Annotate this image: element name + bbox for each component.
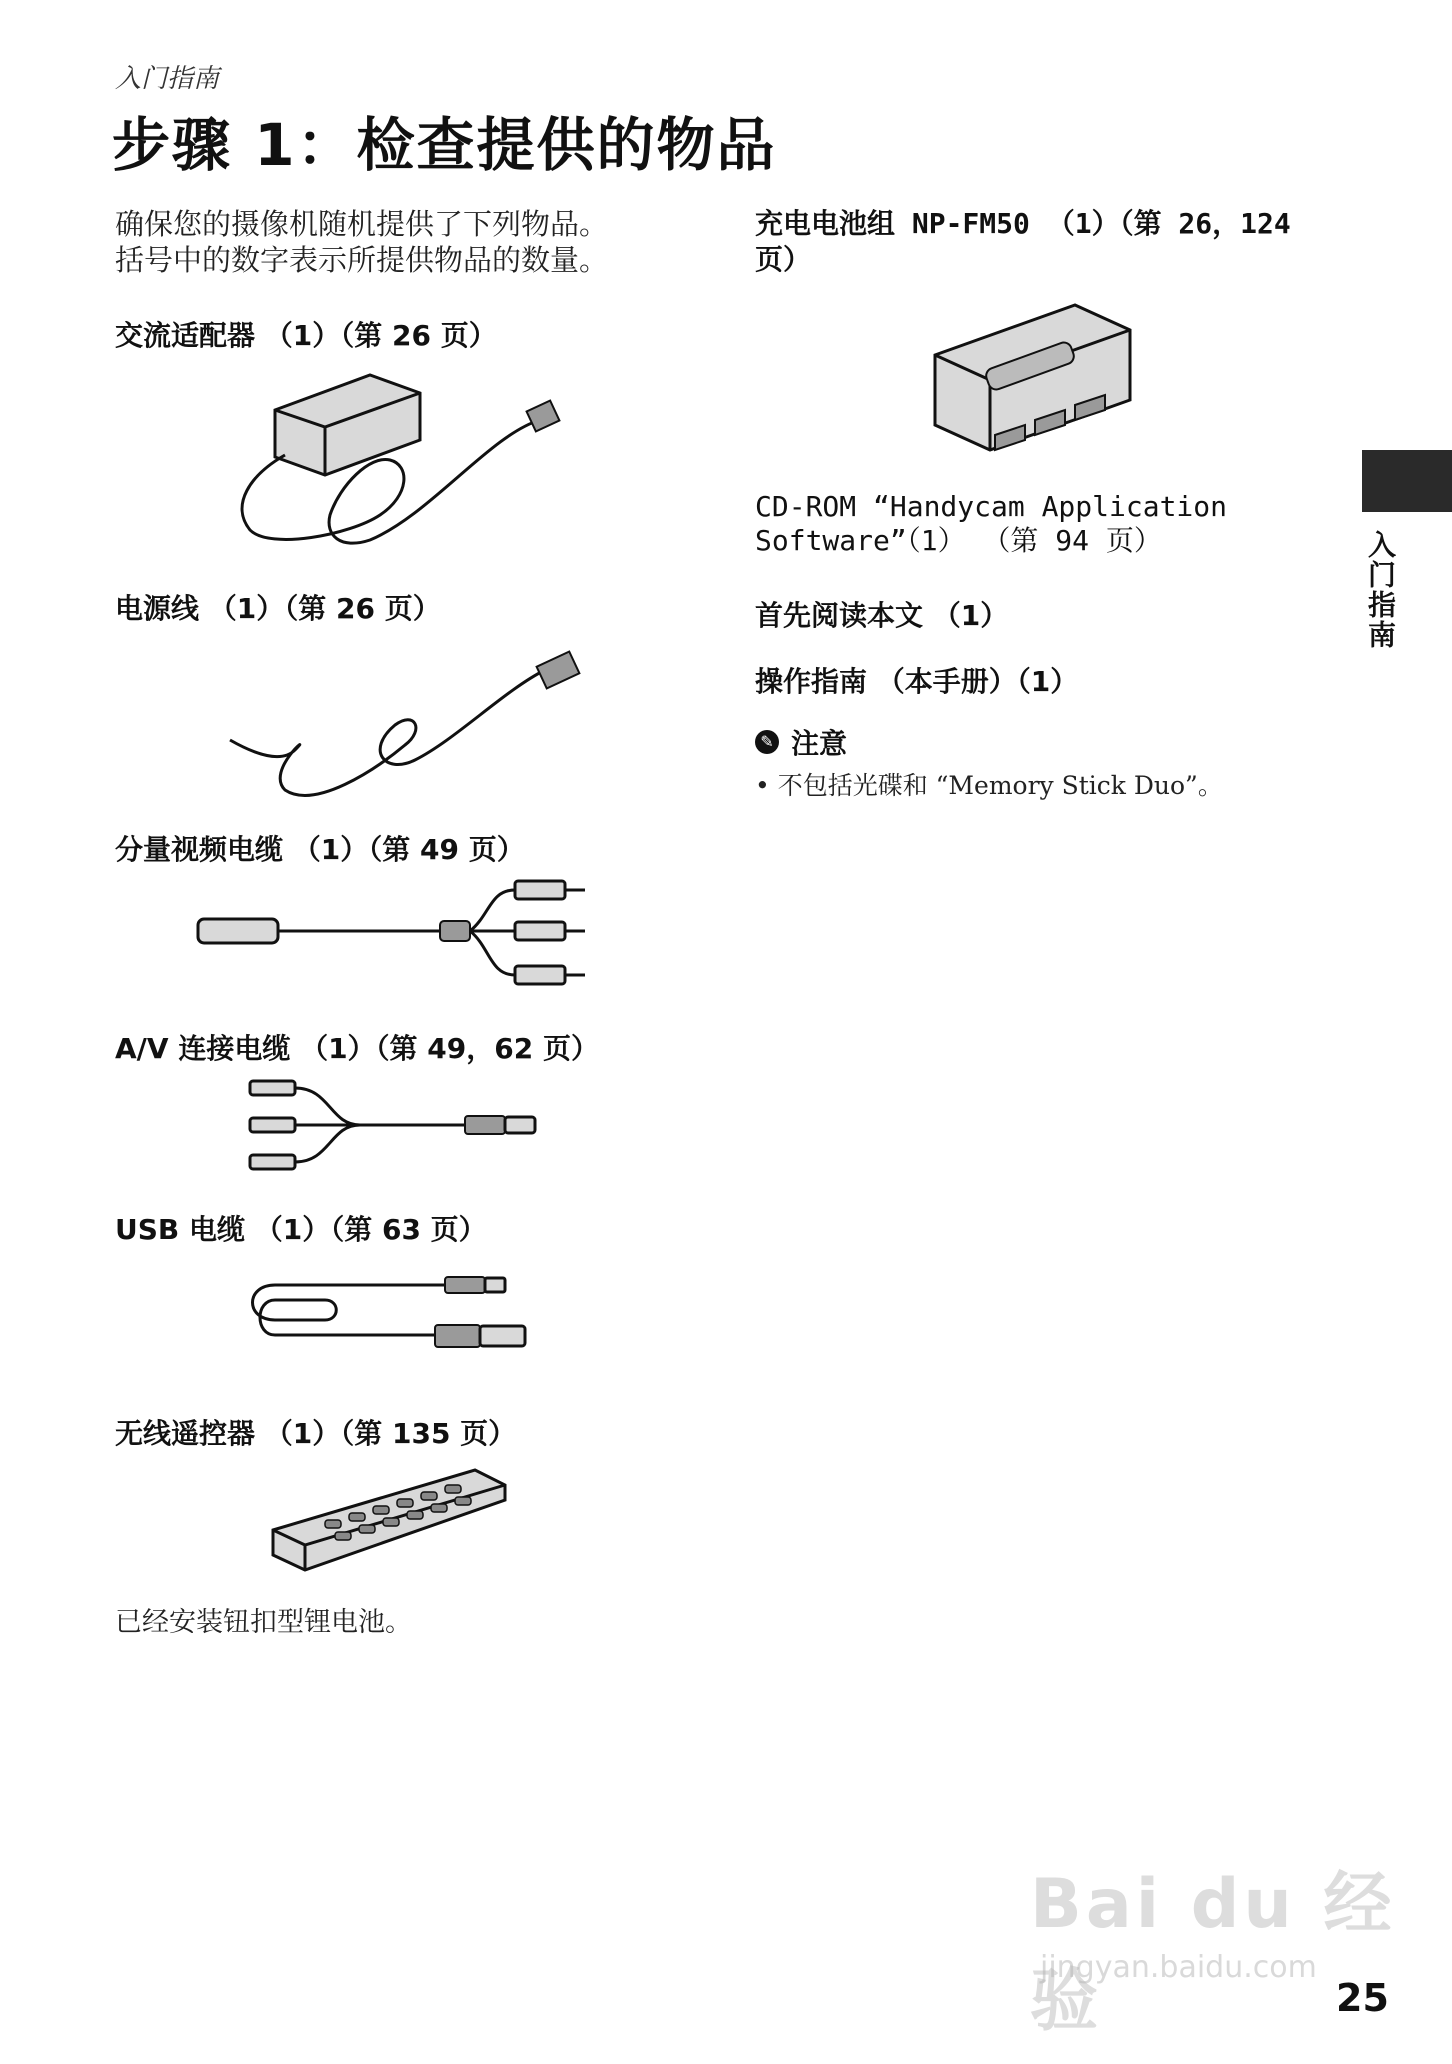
page-title: 步骤 1：检查提供的物品	[112, 111, 777, 179]
intro-line-1: 确保您的摄像机随机提供了下列物品。	[115, 207, 609, 241]
item-label-battery	[755, 206, 1291, 278]
watermark-url: jingyan.baidu.com	[1040, 1950, 1317, 1985]
item-label-cdrom-line2: Software”（1） （第 94 页）	[755, 524, 1162, 557]
item-label-battery-line1: 充电电池组 NP-FM50 （1）（第 26，124	[755, 207, 1291, 240]
note-icon: ✎	[755, 730, 779, 754]
side-tab-label: 入门指南	[1364, 530, 1397, 650]
note-item: • 不包括光碟和 “Memory Stick Duo”。	[755, 771, 1223, 800]
item-label-remote: 无线遥控器 （1）（第 135 页）	[115, 1417, 517, 1450]
intro-text	[115, 206, 608, 278]
side-tab-marker	[1362, 450, 1452, 512]
component-video-cable-icon	[190, 875, 600, 995]
watermark-logo: Bai du 经验	[1030, 1865, 1396, 2041]
intro-line-2: 括号中的数字表示所提供物品的数量。	[115, 243, 609, 277]
item-label-cdrom	[755, 490, 1227, 558]
item-label-av-cable: A/V 连接电缆 （1）（第 49，62 页）	[115, 1032, 599, 1065]
item-label-manual: 操作指南 （本手册）（1）	[755, 665, 1079, 698]
item-label-power-cord: 电源线 （1）（第 26 页）	[115, 592, 441, 625]
item-label-cdrom-line1: CD-ROM “Handycam Application	[755, 490, 1228, 523]
usb-cable-icon	[245, 1265, 545, 1355]
item-label-component-cable: 分量视频电缆 （1）（第 49 页）	[115, 833, 525, 866]
ac-adapter-icon	[230, 365, 570, 565]
av-cable-icon	[240, 1075, 560, 1175]
item-label-ac-adapter: 交流适配器 （1）（第 26 页）	[115, 319, 497, 352]
remote-control-icon	[265, 1460, 515, 1580]
battery-pack-icon	[925, 300, 1145, 470]
note-heading	[755, 722, 847, 762]
power-cord-icon	[225, 640, 585, 810]
section-label: 入门指南	[115, 64, 220, 94]
note-title: 注意	[791, 727, 848, 760]
page-number: 25	[1336, 1976, 1389, 2020]
remote-caption: 已经安装钮扣型锂电池。	[115, 1607, 412, 1638]
item-label-usb-cable: USB 电缆 （1）（第 63 页）	[115, 1213, 487, 1246]
item-label-read-first: 首先阅读本文 （1）	[755, 599, 1009, 632]
item-label-battery-line2: 页）	[755, 243, 812, 276]
